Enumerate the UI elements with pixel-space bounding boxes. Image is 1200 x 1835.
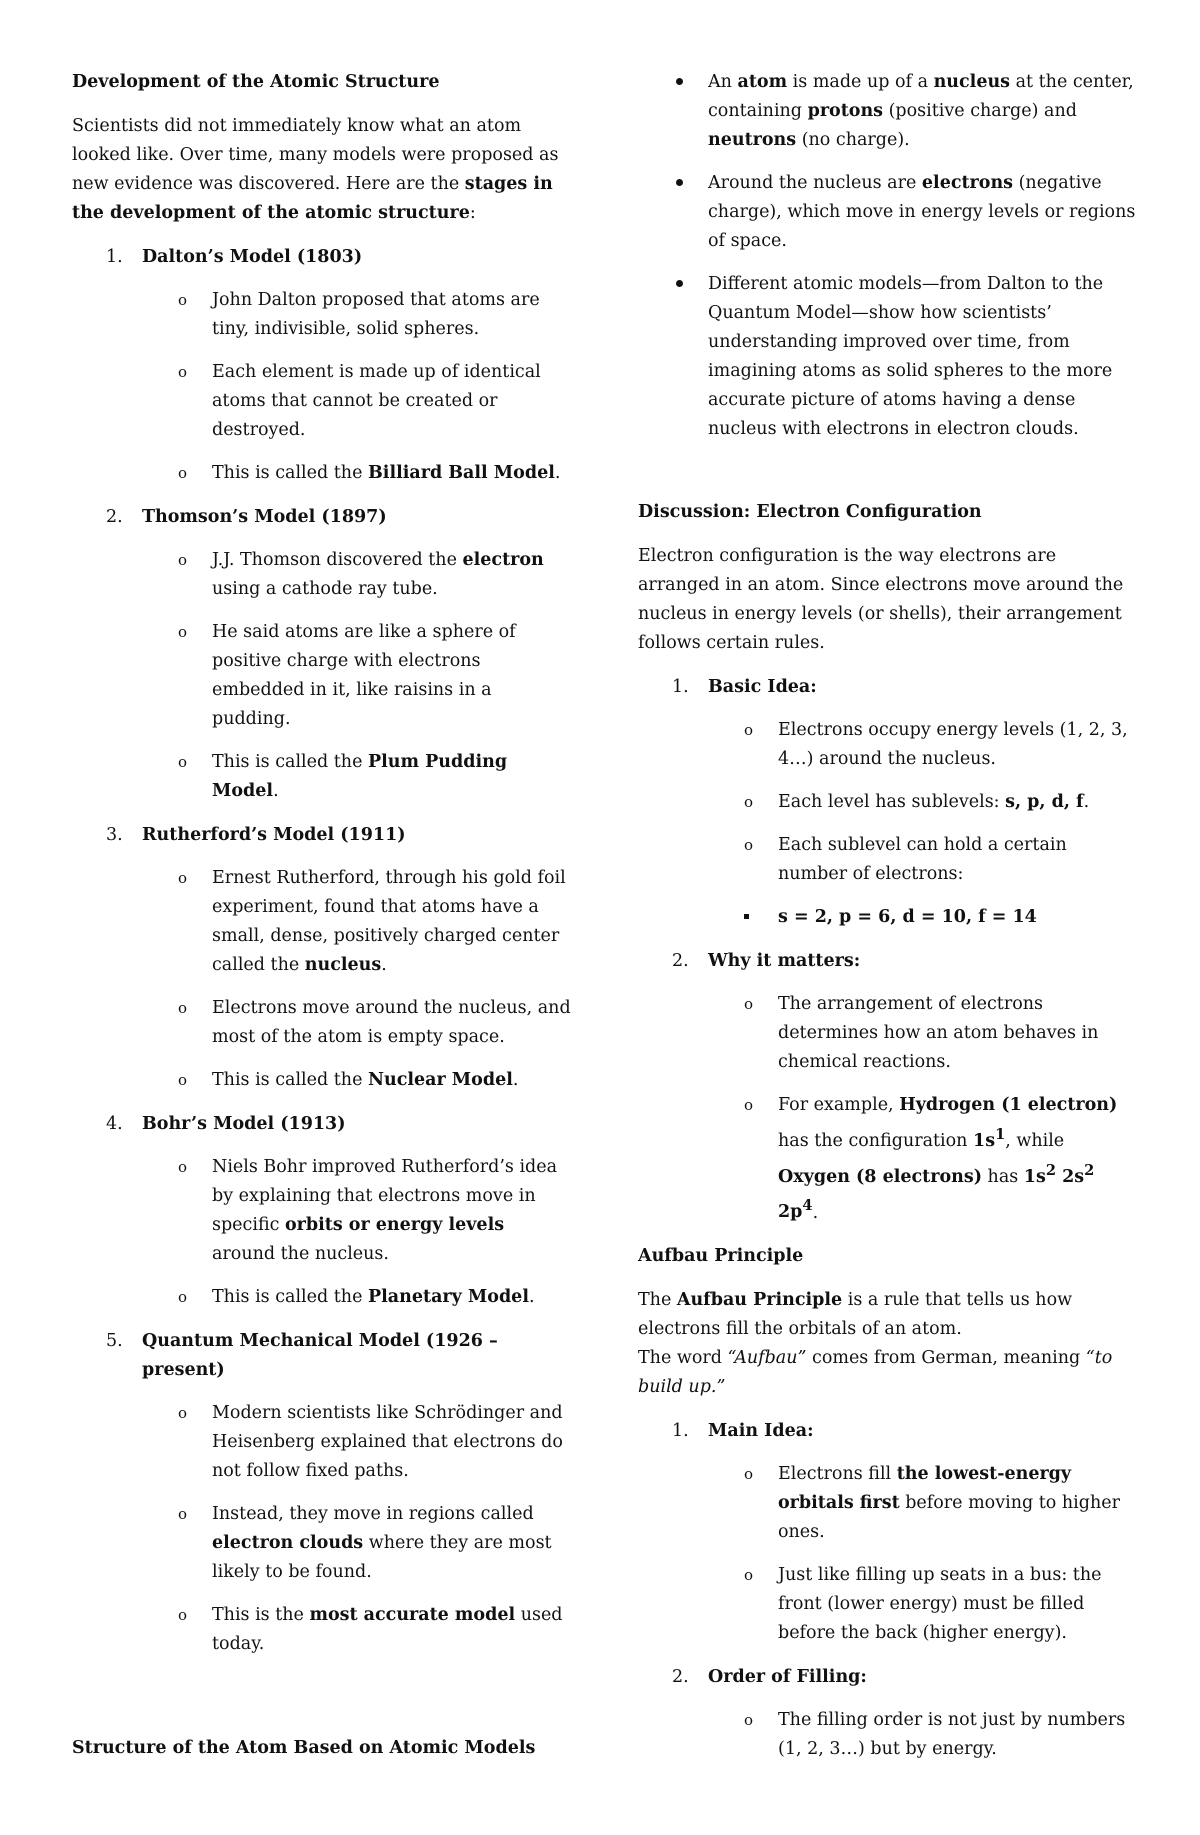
aufbau-item-main-idea: 1. Main Idea: o Electrons fill the lowest-energy orbitals first before moving to higher ones. o Just like filling up seats in a bus: the front (lower energy) must be filled before the back (higher energy). <box>638 1417 1138 1648</box>
list-item: o Each sublevel can hold a certain number of electrons: <box>708 831 1138 889</box>
section-title-electron-configuration: Discussion: Electron Configuration <box>638 502 982 522</box>
model-item-dalton: 1. Dalton’s Model (1803) o John Dalton proposed that atoms are tiny, indivisible, solid spheres. o Each element is made up of identical atoms that cannot be created or destroyed. o This is called the Billiard Ball Model. <box>72 243 572 488</box>
model-title: Dalton’s Model (1803) <box>142 247 363 267</box>
list-item: o This is the most accurate model used today. <box>142 1601 572 1659</box>
list-item: o He said atoms are like a sphere of positive charge with electrons embedded in it, like raisins in a pudding. <box>142 618 572 734</box>
item-title: Main Idea: <box>708 1421 814 1442</box>
list-item: o Each level has sublevels: s, p, d, f. <box>708 788 1138 817</box>
list-item: o Electrons occupy energy levels (1, 2, 3, 4…) around the nucleus. <box>708 716 1138 774</box>
list-item: o Electrons fill the lowest-energy orbitals first before moving to higher ones. <box>708 1460 1138 1547</box>
model-title: Thomson’s Model (1897) <box>142 507 387 527</box>
list-item: o This is called the Plum Pudding Model. <box>142 748 572 806</box>
section-title-aufbau: Aufbau Principle <box>638 1246 804 1267</box>
model-item-rutherford: 3. Rutherford’s Model (1911) o Ernest Rutherford, through his gold foil experiment, found that atoms have a small, dense, positively charged center called the nucleus. o Electrons move around the nucleus, and most of the atom is empty space. o This is called the Nuclear Model. <box>72 821 572 1095</box>
aufbau-item-order-of-filling: 2. Order of Filling: o The filling order is not just by numbers (1, 2, 3…) but by energy. <box>638 1663 1138 1764</box>
model-title: Bohr’s Model (1913) <box>142 1114 346 1134</box>
config-item-why-it-matters: 2. Why it matters: o The arrangement of electrons determines how an atom behaves in chemical reactions. o For example, Hydrogen (1 electron) has the configuration $1s^1$, while Oxygen (8 electrons) has $1s^2$ $2s^2$ $2p^4$. <box>638 947 1138 1227</box>
electron-config-intro: Electron configuration is the way electrons are arranged in an atom. Since electrons move around the nucleus in energy levels (or shells), their arrangement follows certain rules. <box>638 546 1124 653</box>
item-title: Order of Filling: <box>708 1667 867 1688</box>
model-item-bohr: 4. Bohr’s Model (1913) o Niels Bohr improved Rutherford’s idea by explaining that electrons move in specific orbits or energy levels around the nucleus. o This is called the Planetary Model. <box>72 1110 572 1312</box>
list-item: o Modern scientists like Schrödinger and Heisenberg explained that electrons do not follow fixed paths. <box>142 1399 572 1486</box>
list-item: An atom is made up of a nucleus at the center, containing protons (positive charge) and neutrons (no charge). <box>638 68 1138 155</box>
list-item: Around the nucleus are electrons (negative charge), which move in energy levels or regions of space. <box>638 169 1138 256</box>
list-item: o Each element is made up of identical atoms that cannot be created or destroyed. <box>142 358 572 445</box>
list-item: o John Dalton proposed that atoms are tiny, indivisible, solid spheres. <box>142 286 572 344</box>
list-item: o Instead, they move in regions called electron clouds where they are most likely to be found. <box>142 1500 572 1587</box>
list-item: o Electrons move around the nucleus, and most of the atom is empty space. <box>142 994 572 1052</box>
list-item: o This is called the Nuclear Model. <box>142 1066 572 1095</box>
section-title-atomic-structure: Development of the Atomic Structure <box>72 72 440 92</box>
item-title: Basic Idea: <box>708 677 817 697</box>
atomic-models-list <box>72 243 572 1659</box>
model-title: Rutherford’s Model (1911) <box>142 825 406 845</box>
list-item: o The arrangement of electrons determines how an atom behaves in chemical reactions. <box>708 990 1138 1077</box>
aufbau-intro: The Aufbau Principle is a rule that tells us how electrons fill the orbitals of an atom. The word “Aufbau” comes from German, meaning “to build up.” <box>638 1290 1113 1398</box>
list-item: o For example, Hydrogen (1 electron) has the configuration $1s^1$, while Oxygen (8 electrons) has $1s^2$ $2s^2$ $2p^4$. <box>708 1091 1138 1227</box>
config-item-basic-idea: 1. Basic Idea: o Electrons occupy energy levels (1, 2, 3, 4…) around the nucleus. o Each level has sublevels: s, p, d, f. o Each sublevel can hold a certain number of electrons: s = 2, p = 6, d = 10, f = 14 <box>638 673 1138 932</box>
section-title-structure-of-atom: Structure of the Atom Based on Atomic Models <box>72 1738 536 1758</box>
left-column <box>72 68 572 1674</box>
list-item: Different atomic models—from Dalton to the Quantum Model—show how scientists’ understanding improved over time, from imagining atoms as solid spheres to the more accurate picture of atoms having a dense nucleus with electrons in electron clouds. <box>638 270 1138 444</box>
right-column <box>638 68 1138 1779</box>
model-item-quantum: 5. Quantum Mechanical Model (1926 – present) o Modern scientists like Schrödinger and Heisenberg explained that electrons do not follow fixed paths. o Instead, they move in regions called electron clouds where they are most likely to be found. o This is the most accurate model used today. <box>72 1327 572 1659</box>
list-item: o The filling order is not just by numbers (1, 2, 3…) but by energy. <box>708 1706 1138 1764</box>
list-item: o This is called the Planetary Model. <box>142 1283 572 1312</box>
electron-config-list <box>638 673 1138 1227</box>
list-item: o Just like filling up seats in a bus: the front (lower energy) must be filled before the back (higher energy). <box>708 1561 1138 1648</box>
list-item: o This is called the Billiard Ball Model. <box>142 459 572 488</box>
aufbau-list <box>638 1417 1138 1764</box>
list-item: o Niels Bohr improved Rutherford’s idea by explaining that electrons move in specific orbits or energy levels around the nucleus. <box>142 1153 572 1269</box>
intro-paragraph: Scientists did not immediately know what an atom looked like. Over time, many models were proposed as new evidence was discovered. Here are the stages in the development of the atomic structure: <box>72 116 559 223</box>
list-item: o Ernest Rutherford, through his gold foil experiment, found that atoms have a small, dense, positively charged center called the nucleus. <box>142 864 572 980</box>
sublevel-capacity: s = 2, p = 6, d = 10, f = 14 <box>708 903 1138 932</box>
list-item: o J.J. Thomson discovered the electron using a cathode ray tube. <box>142 546 572 604</box>
atom-structure-bullets <box>638 68 1138 444</box>
model-title: Quantum Mechanical Model (1926 – present) <box>142 1331 498 1380</box>
item-title: Why it matters: <box>708 951 861 971</box>
model-item-thomson: 2. Thomson’s Model (1897) o J.J. Thomson discovered the electron using a cathode ray tube. o He said atoms are like a sphere of positive charge with electrons embedded in it, like raisins in a pudding. o This is called the Plum Pudding Model. <box>72 503 572 806</box>
